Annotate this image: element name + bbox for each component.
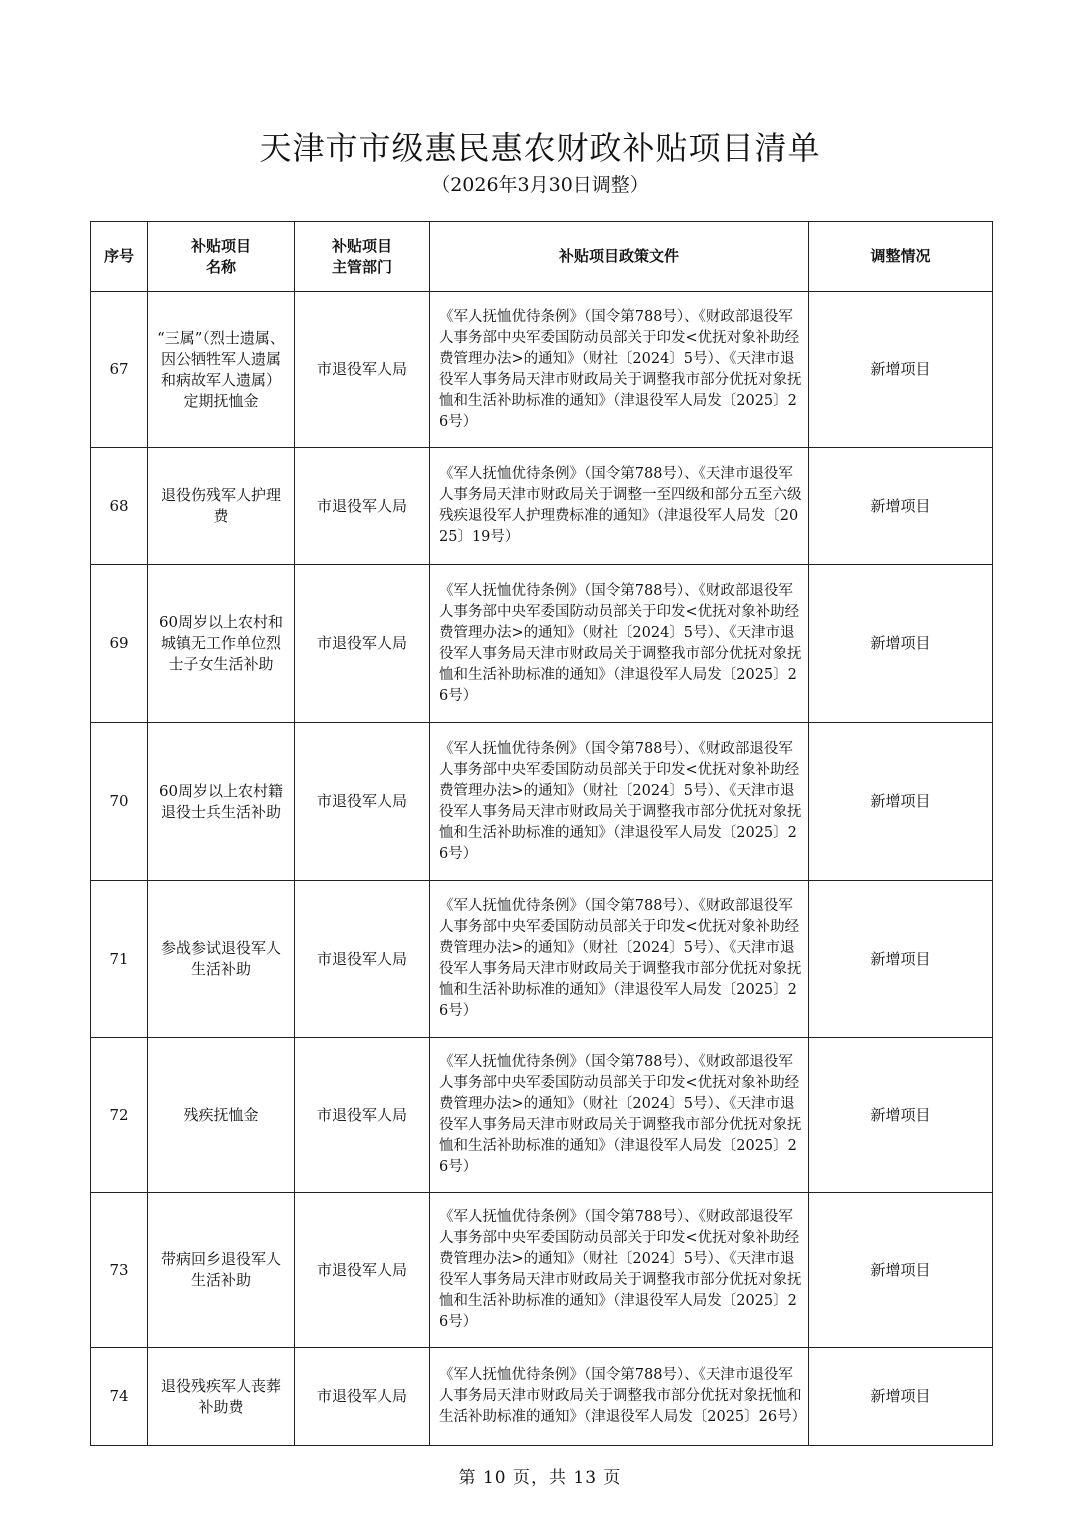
table-row xyxy=(91,723,993,881)
document-title: 天津市市级惠民惠农财政补贴项目清单 xyxy=(259,129,821,167)
header-dept xyxy=(295,222,430,292)
row-name: 60周岁以上农村和城镇无工作单位烈士子女生活补助 xyxy=(148,565,295,723)
header-name-line1: 补贴项目 xyxy=(190,236,251,255)
row-dept: 市退役军人局 xyxy=(295,1038,430,1193)
row-name: “三属”（烈士遗属、因公牺牲军人遗属和病故军人遗属）定期抚恤金 xyxy=(148,292,295,448)
row-seq: 71 xyxy=(91,881,148,1038)
table-header-row xyxy=(91,222,993,292)
row-dept: 市退役军人局 xyxy=(295,881,430,1038)
row-policy: 《军人抚恤优待条例》（国令第788号）、《财政部退役军人事务部中央军委国防动员部关于印发<优抚对象补助经费管理办法>的通知》（财社〔2024〕5号）、《天津市退役军人事务局天津市财政局关于调整我市部分优抚对象抚恤和生活补助标准的通知》（津退役军人局发〔2025〕26号） xyxy=(430,881,809,1038)
row-seq: 70 xyxy=(91,723,148,881)
row-policy: 《军人抚恤优待条例》（国令第788号）、《财政部退役军人事务部中央军委国防动员部关于印发<优抚对象补助经费管理办法>的通知》（财社〔2024〕5号）、《天津市退役军人事务局天津市财政局关于调整我市部分优抚对象抚恤和生活补助标准的通知》（津退役军人局发〔2025〕26号） xyxy=(430,292,809,448)
row-name: 60周岁以上农村籍退役士兵生活补助 xyxy=(148,723,295,881)
row-dept: 市退役军人局 xyxy=(295,723,430,881)
row-name: 退役残疾军人丧葬补助费 xyxy=(148,1348,295,1446)
table-row xyxy=(91,448,993,565)
header-name-line2: 名称 xyxy=(205,257,236,276)
header-name xyxy=(148,222,295,292)
table-row xyxy=(91,565,993,723)
row-policy: 《军人抚恤优待条例》（国令第788号）、《财政部退役军人事务部中央军委国防动员部关于印发<优抚对象补助经费管理办法>的通知》（财社〔2024〕5号）、《天津市退役军人事务局天津市财政局关于调整我市部分优抚对象抚恤和生活补助标准的通知》（津退役军人局发〔2025〕26号） xyxy=(430,1193,809,1348)
row-status: 新增项目 xyxy=(809,448,993,565)
row-status: 新增项目 xyxy=(809,881,993,1038)
row-name: 带病回乡退役军人生活补助 xyxy=(148,1193,295,1348)
row-status: 新增项目 xyxy=(809,1038,993,1193)
row-dept: 市退役军人局 xyxy=(295,1348,430,1446)
row-dept: 市退役军人局 xyxy=(295,292,430,448)
table-row xyxy=(91,1193,993,1348)
row-dept: 市退役军人局 xyxy=(295,448,430,565)
row-policy: 《军人抚恤优待条例》（国令第788号）、《天津市退役军人事务局天津市财政局关于调整我市部分优抚对象抚恤和生活补助标准的通知》（津退役军人局发〔2025〕26号） xyxy=(430,1348,809,1446)
row-policy: 《军人抚恤优待条例》（国令第788号）、《天津市退役军人事务局天津市财政局关于调整一至四级和部分五至六级残疾退役军人护理费标准的通知》（津退役军人局发〔2025〕19号） xyxy=(430,448,809,565)
table-row xyxy=(91,1348,993,1446)
row-name: 退役伤残军人护理费 xyxy=(148,448,295,565)
row-status: 新增项目 xyxy=(809,292,993,448)
header-dept-line2: 主管部门 xyxy=(331,257,392,276)
row-dept: 市退役军人局 xyxy=(295,565,430,723)
row-seq: 73 xyxy=(91,1193,148,1348)
row-status: 新增项目 xyxy=(809,723,993,881)
row-name: 残疾抚恤金 xyxy=(148,1038,295,1193)
header-policy: 补贴项目政策文件 xyxy=(430,222,809,292)
row-seq: 69 xyxy=(91,565,148,723)
subsidy-table xyxy=(90,221,993,1446)
row-seq: 74 xyxy=(91,1348,148,1446)
page-number: 第 10 页，共 13 页 xyxy=(458,1468,622,1488)
header-status: 调整情况 xyxy=(809,222,993,292)
row-policy: 《军人抚恤优待条例》（国令第788号）、《财政部退役军人事务部中央军委国防动员部关于印发<优抚对象补助经费管理办法>的通知》（财社〔2024〕5号）、《天津市退役军人事务局天津市财政局关于调整我市部分优抚对象抚恤和生活补助标准的通知》（津退役军人局发〔2025〕26号） xyxy=(430,723,809,881)
row-name: 参战参试退役军人生活补助 xyxy=(148,881,295,1038)
row-seq: 68 xyxy=(91,448,148,565)
table-row xyxy=(91,881,993,1038)
header-dept-line1: 补贴项目 xyxy=(331,236,392,255)
document-subtitle: （2026年3月30日调整） xyxy=(431,174,649,196)
row-seq: 72 xyxy=(91,1038,148,1193)
row-status: 新增项目 xyxy=(809,1348,993,1446)
row-status: 新增项目 xyxy=(809,565,993,723)
row-dept: 市退役军人局 xyxy=(295,1193,430,1348)
row-status: 新增项目 xyxy=(809,1193,993,1348)
header-seq: 序号 xyxy=(91,222,148,292)
row-policy: 《军人抚恤优待条例》（国令第788号）、《财政部退役军人事务部中央军委国防动员部关于印发<优抚对象补助经费管理办法>的通知》（财社〔2024〕5号）、《天津市退役军人事务局天津市财政局关于调整我市部分优抚对象抚恤和生活补助标准的通知》（津退役军人局发〔2025〕26号） xyxy=(430,565,809,723)
row-seq: 67 xyxy=(91,292,148,448)
table-row xyxy=(91,1038,993,1193)
row-policy: 《军人抚恤优待条例》（国令第788号）、《财政部退役军人事务部中央军委国防动员部关于印发<优抚对象补助经费管理办法>的通知》（财社〔2024〕5号）、《天津市退役军人事务局天津市财政局关于调整我市部分优抚对象抚恤和生活补助标准的通知》（津退役军人局发〔2025〕26号） xyxy=(430,1038,809,1193)
table-row xyxy=(91,292,993,448)
